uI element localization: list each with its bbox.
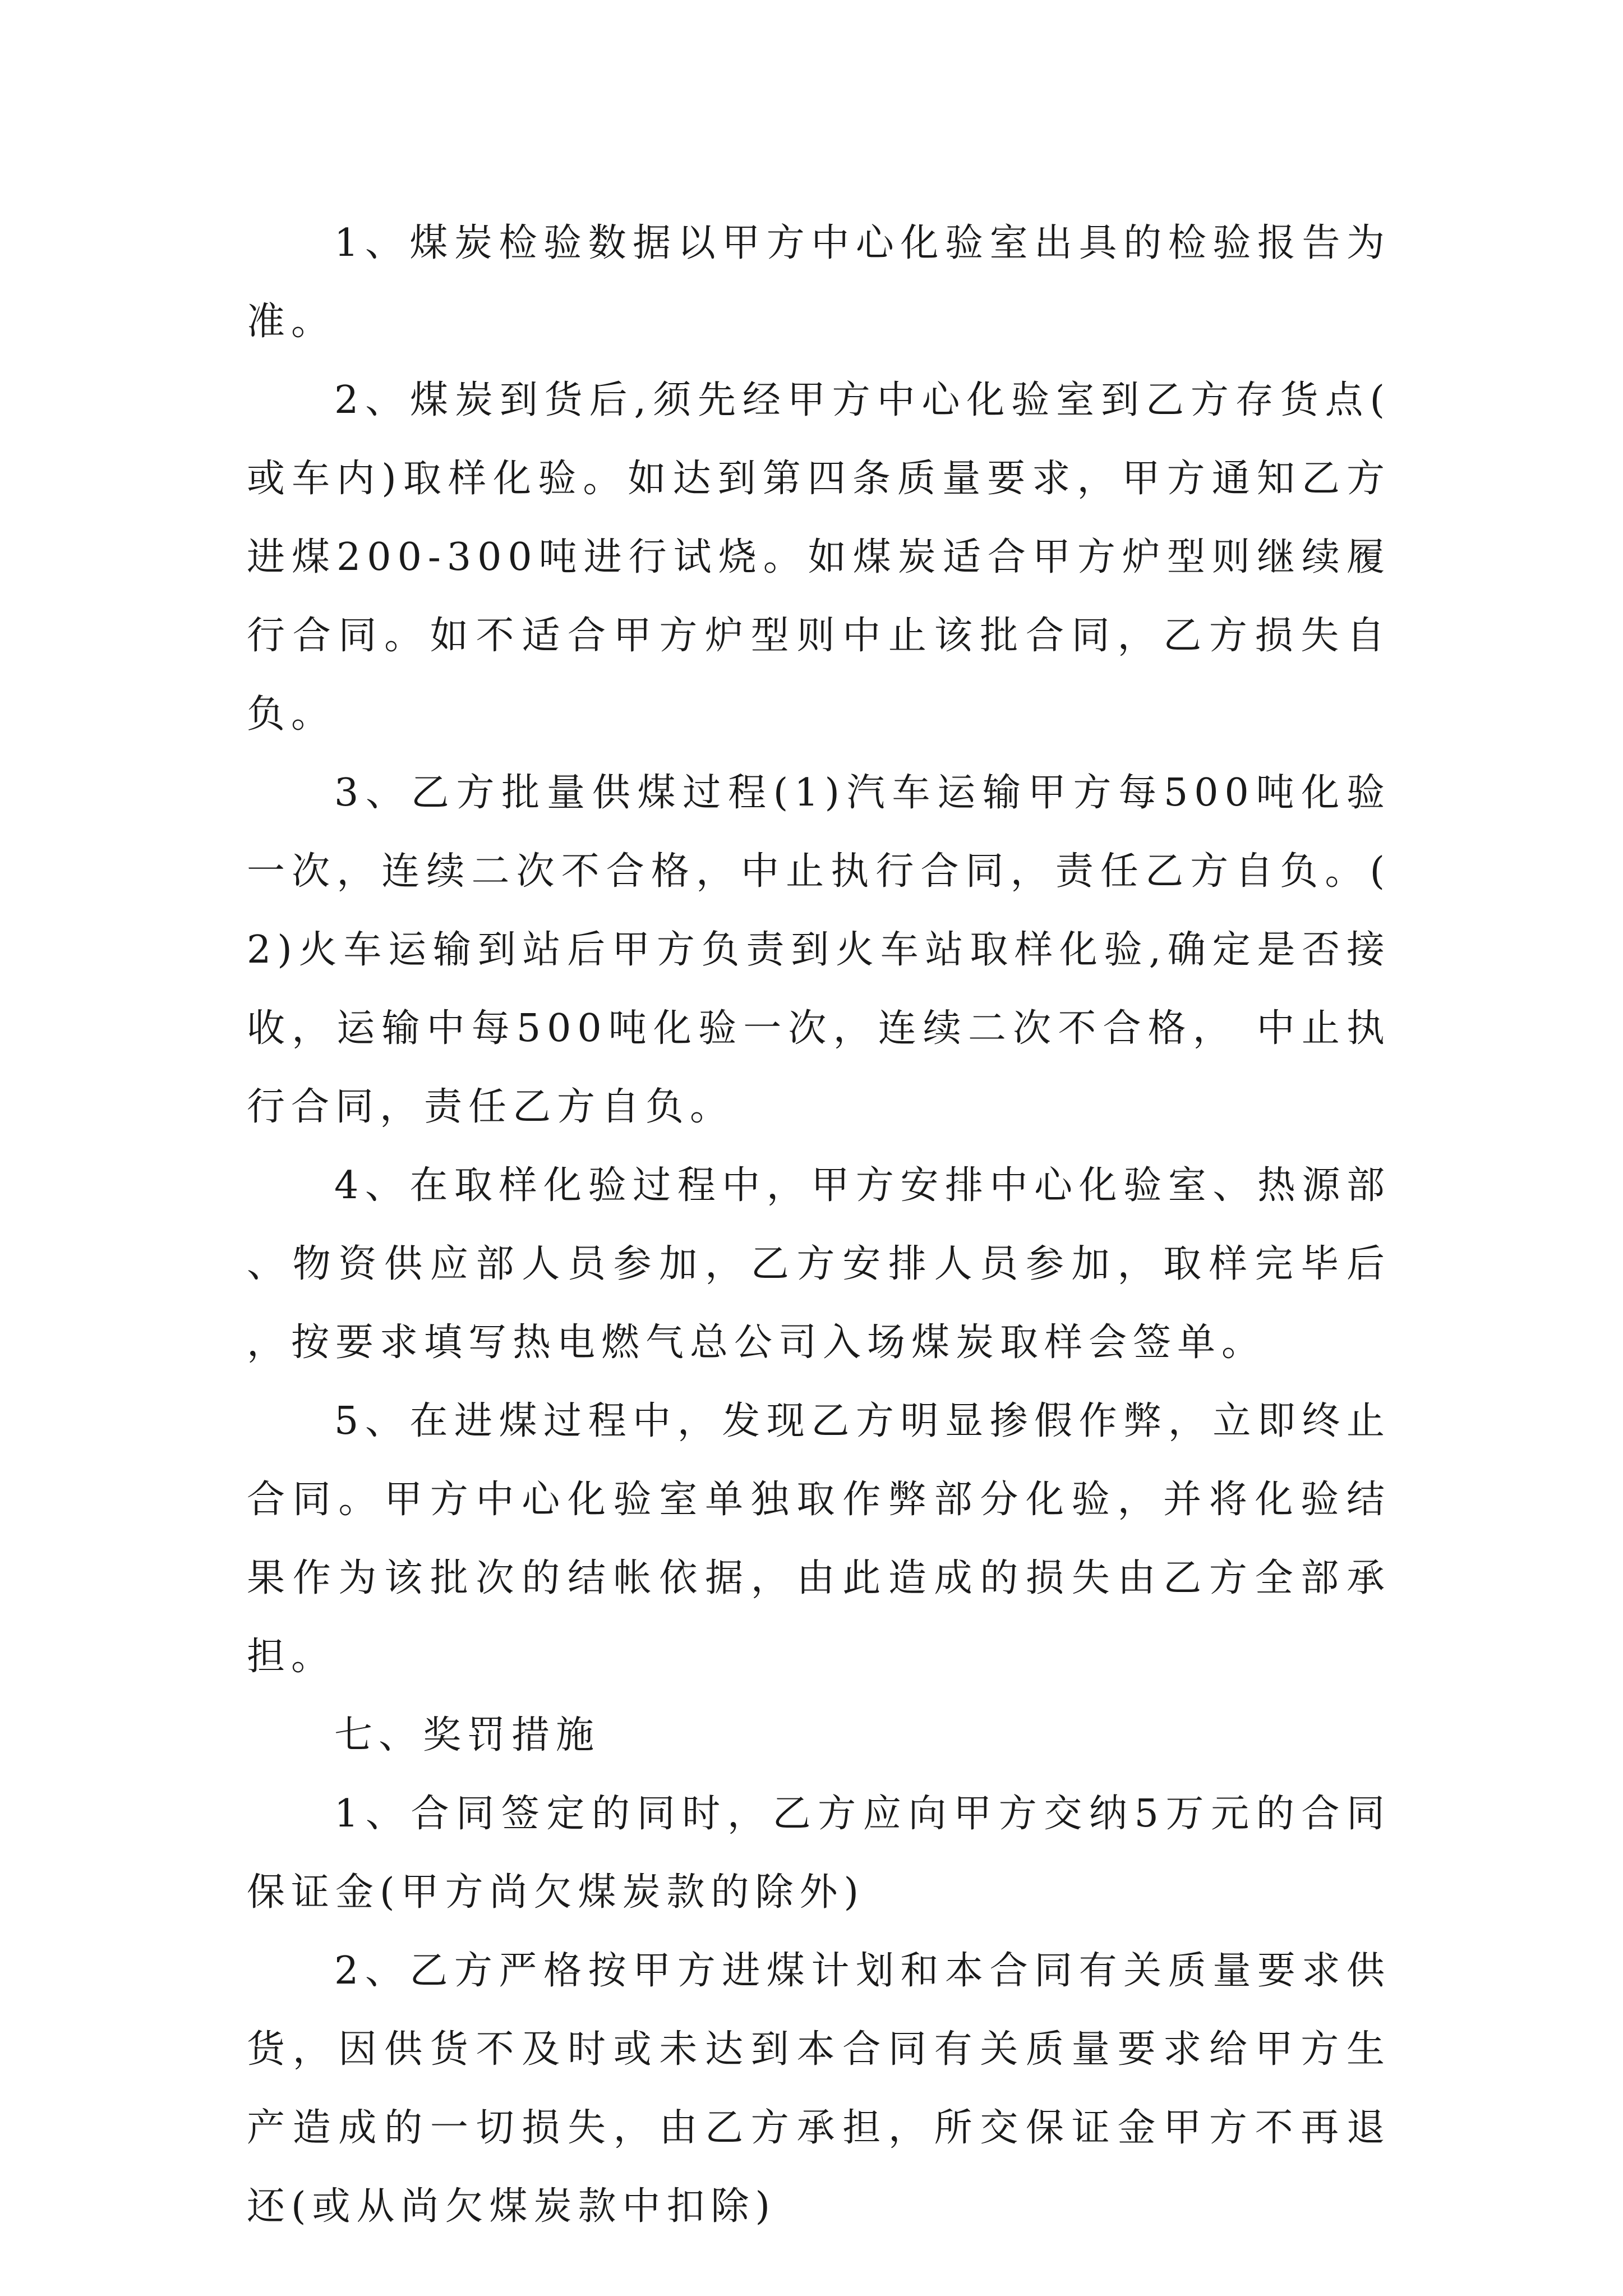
clause-2-arrival-sampling: 2、煤炭到货后,须先经甲方中心化验室到乙方存货点(或车内)取样化验。如达到第四条质量要求，甲方通知乙方进煤200-300吨进行试烧。如煤炭适合甲方炉型则继续履行合同。如不适合甲方炉型则中止该批合同，乙方损失自负。	[247, 378, 1391, 737]
clause-5-fraud: 5、在进煤过程中，发现乙方明显掺假作弊，立即终止合同。甲方中心化验室单独取作弊部分化验，并将化验结果作为该批次的结帐依据，由此造成的损失由乙方全部承担。	[247, 1399, 1391, 1679]
clause-penalty-2-losses: 2、乙方严格按甲方进煤计划和本合同有关质量要求供货，因供货不及时或未达到本合同有关质量要求给甲方生产造成的一切损失，由乙方承担，所交保证金甲方不再退还(或从尚欠煤炭款中扣除)	[247, 1949, 1391, 2229]
clause-penalty-1-deposit: 1、合同签定的同时，乙方应向甲方交纳5万元的合同保证金(甲方尚欠煤炭款的除外)	[247, 1792, 1391, 1915]
clause-4-sampling-personnel: 4、在取样化验过程中，甲方安排中心化验室、热源部、物资供应部人员参加，乙方安排人员参加，取样完毕后，按要求填写热电燃气总公司入场煤炭取样会签单。	[247, 1163, 1391, 1365]
document-body	[247, 204, 1391, 2246]
clause-1-inspection-data: 1、煤炭检验数据以甲方中心化验室出具的检验报告为准。	[247, 221, 1391, 344]
section-heading-penalties: 七、奖罚措施	[334, 1713, 601, 1757]
clause-3-batch-supply: 3、乙方批量供煤过程(1)汽车运输甲方每500吨化验一次，连续二次不合格，中止执行合同，责任乙方自负。(2)火车运输到站后甲方负责到火车站取样化验,确定是否接收，运输中每500吨化验一次，连续二次不合格， 中止执行合同，责任乙方自负。	[247, 771, 1391, 1129]
